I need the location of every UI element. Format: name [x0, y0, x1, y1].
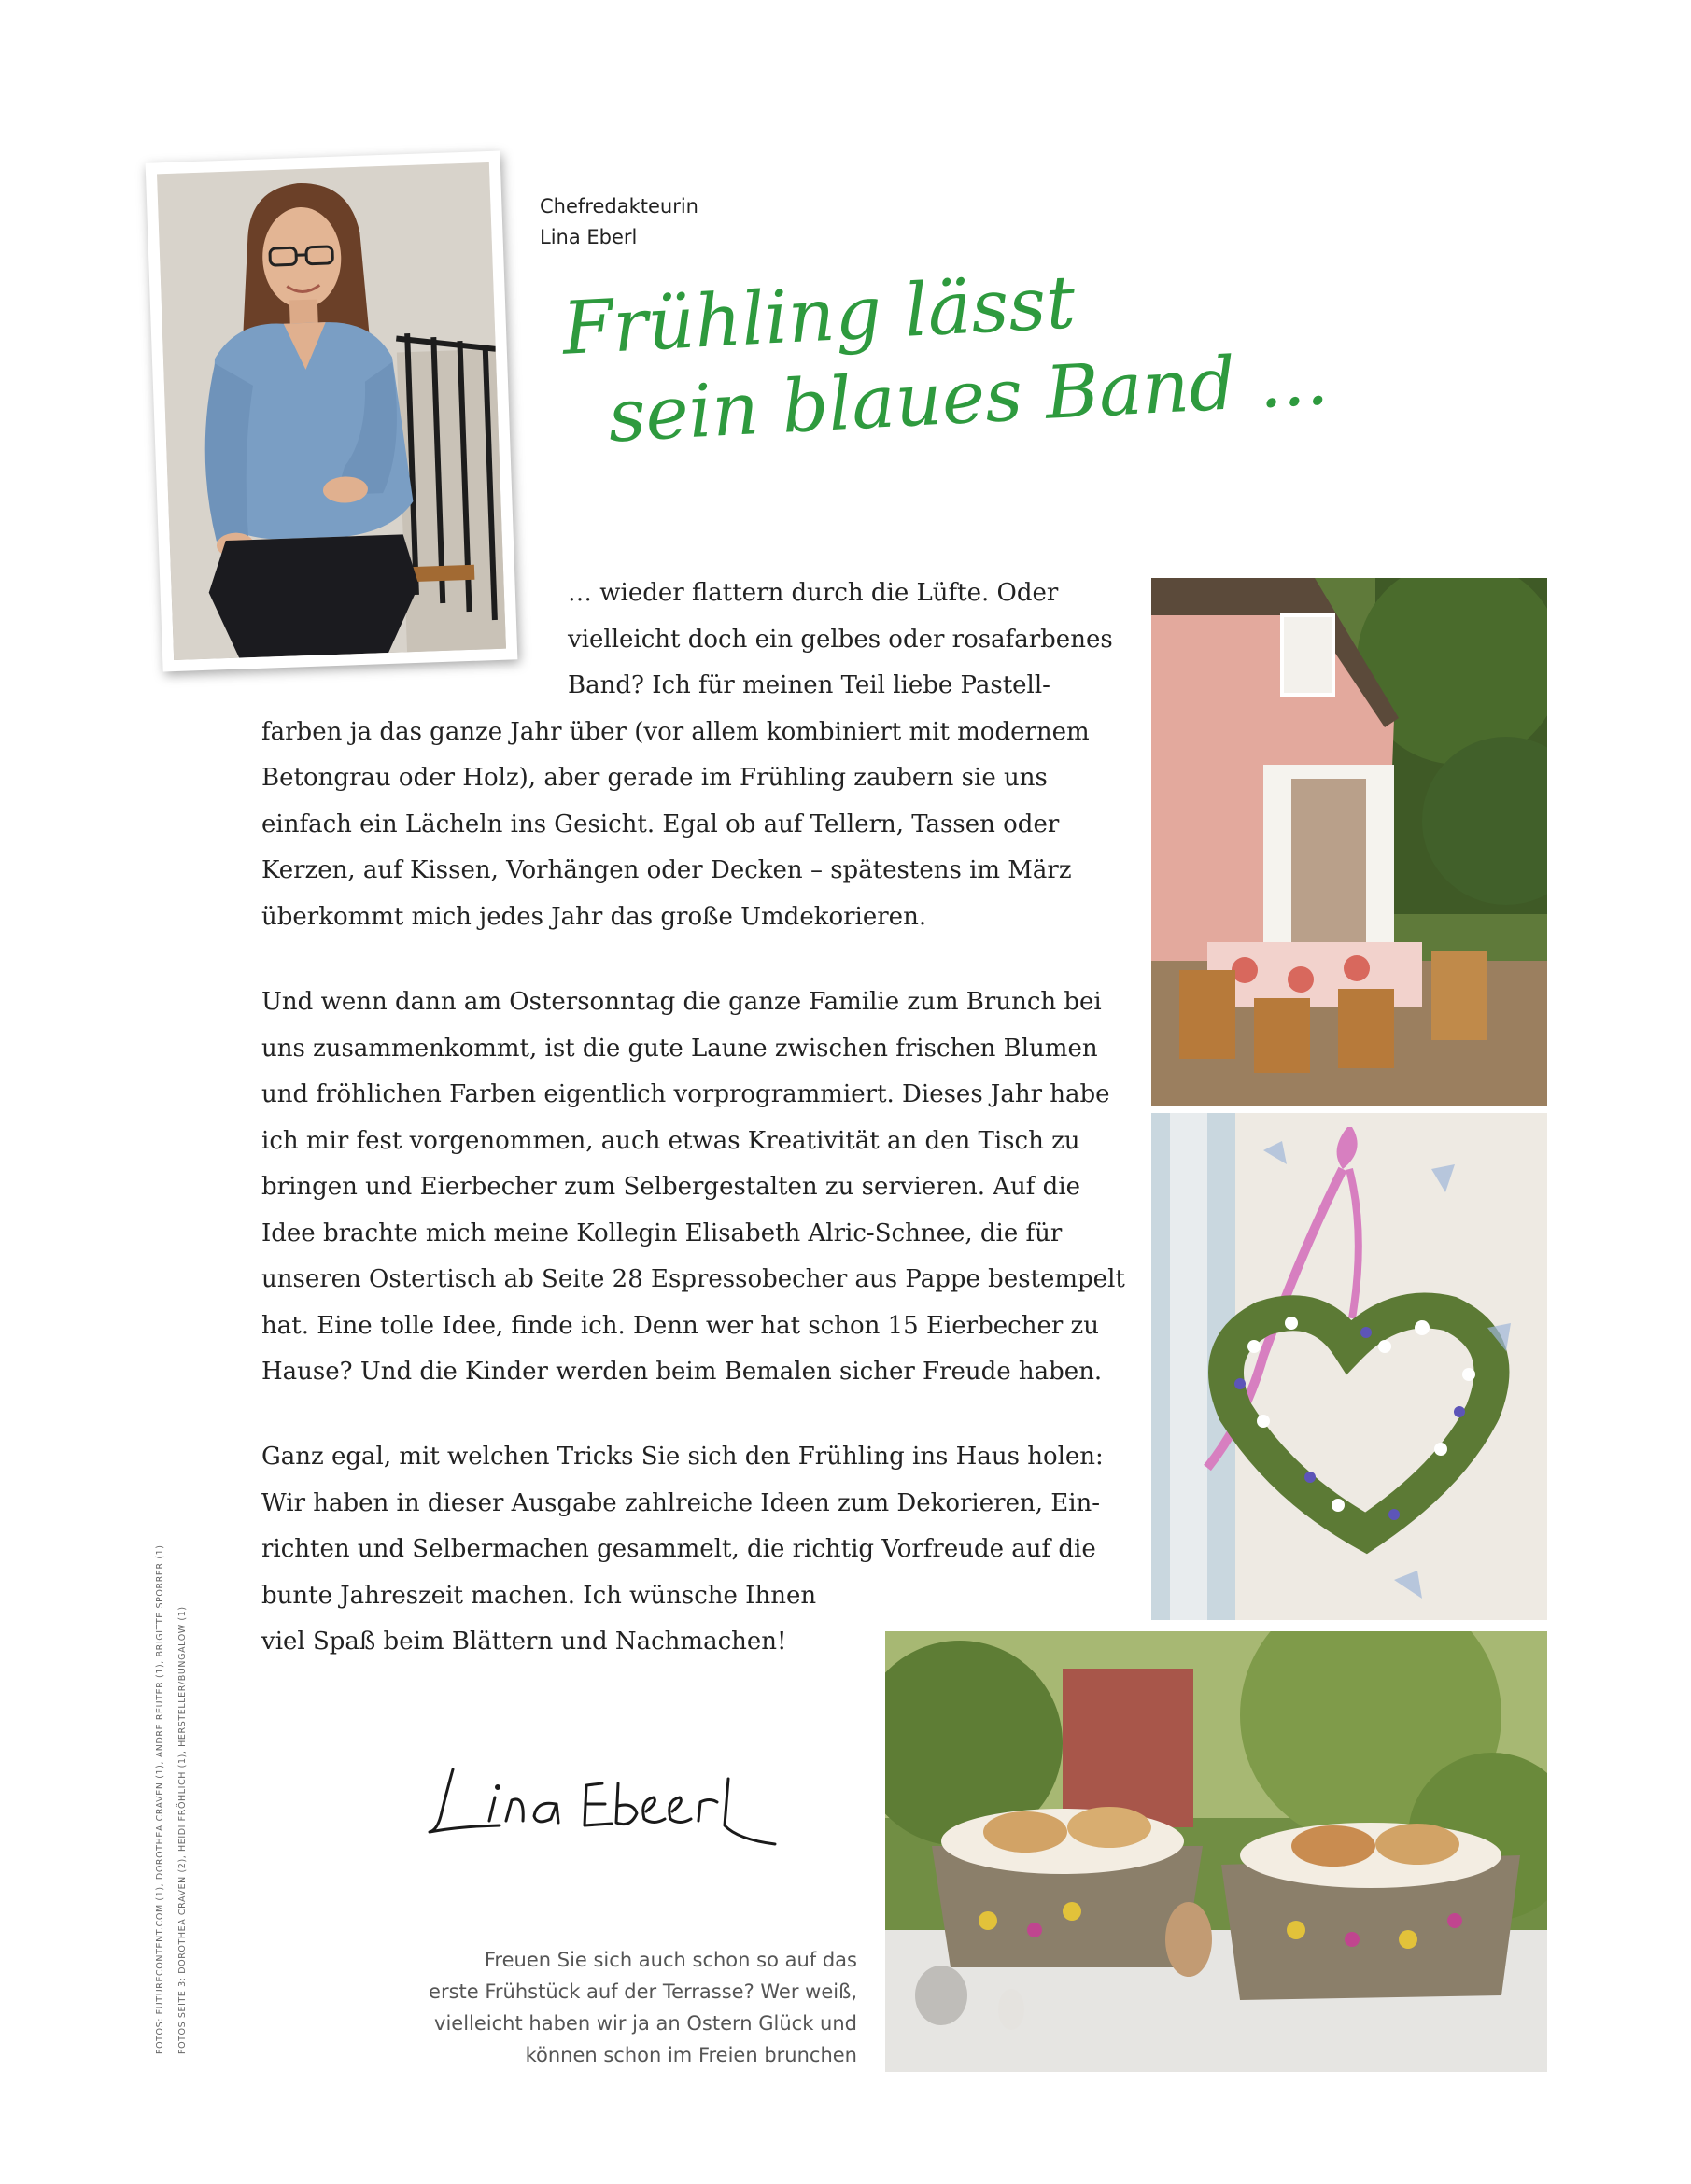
paragraph-line: viel Spaß beim Blättern und Nachmachen!	[261, 1627, 787, 1656]
headline-line-2: sein blaues Band ...	[606, 337, 1331, 459]
editor-caption	[540, 191, 698, 253]
caption-line: erste Frühstück auf der Terrasse? Wer weiß,	[429, 1980, 857, 2003]
caption-line: können schon im Freien brunchen	[525, 2044, 857, 2066]
signature-graphic	[420, 1746, 794, 1849]
headline-line-1: Frühling lässt	[560, 261, 1078, 372]
credits-line: FOTOS: FUTURECONTENT.COM (1), DOROTHEA CRAVEN (1), ANDRE REUTER (1), BRIGITTE SPORRER (1)	[155, 1544, 165, 2054]
paragraph-line: Ganz egal, mit welchen Tricks Sie sich den Frühling ins Haus holen:	[261, 1443, 1104, 1471]
paragraph-line: richten und Selbermachen gesammelt, die richtig Vorfreude auf die	[261, 1535, 1096, 1563]
paragraph-line: unseren Ostertisch ab Seite 28 Espressobecher aus Pappe bestempelt	[261, 1265, 1125, 1293]
paragraph-line: bringen und Eierbecher zum Selbergestalten zu servieren. Auf die	[261, 1173, 1081, 1201]
editor-name: Lina Eberl	[540, 226, 638, 248]
paragraph-line: vielleicht doch ein gelbes oder rosafarbenes	[568, 625, 1113, 654]
photo-garden-terrace	[1151, 578, 1547, 1106]
paragraph-line: Band? Ich für meinen Teil liebe Pastell-	[568, 671, 1050, 699]
credits-line: FOTOS SEITE 3: DOROTHEA CRAVEN (2), HEIDI FRÖHLICH (1), HERSTELLER/BUNGALOW (1)	[177, 1606, 188, 2054]
paragraph-2	[261, 979, 1125, 1396]
paragraph-line: hat. Eine tolle Idee, finde ich. Denn wer hat schon 15 Eierbecher zu	[261, 1311, 1099, 1340]
paragraph-line: Wir haben in dieser Ausgabe zahlreiche Ideen zum Dekorieren, Ein-	[261, 1488, 1101, 1517]
paragraph-line: Idee brachte mich meine Kollegin Elisabeth Alric-Schnee, die für	[261, 1219, 1063, 1247]
paragraph-line: ich mir fest vorgenommen, auch etwas Kreativität an den Tisch zu	[261, 1126, 1080, 1155]
caption-line: vielleicht haben wir ja an Ostern Glück und	[434, 2012, 857, 2035]
paragraph-line: bunte Jahreszeit machen. Ich wünsche Ihnen	[261, 1581, 817, 1610]
paragraph-line: farben ja das ganze Jahr über (vor allem kombiniert mit modernem	[261, 717, 1090, 746]
paragraph-line: Und wenn dann am Ostersonntag die ganze Familie zum Brunch bei	[261, 988, 1102, 1016]
paragraph-line: Betongrau oder Holz), aber gerade im Frühling zaubern sie uns	[261, 764, 1048, 792]
photo-heart-wreath	[1151, 1113, 1547, 1620]
caption-line: Freuen Sie sich auch schon so auf das	[484, 1949, 857, 1971]
paragraph-line: Hause? Und die Kinder werden beim Bemalen sicher Freude haben.	[261, 1358, 1103, 1386]
paragraph-line: … wieder flattern durch die Lüfte. Oder	[568, 579, 1059, 607]
paragraph-line: einfach ein Lächeln ins Gesicht. Egal ob auf Tellern, Tassen oder	[261, 810, 1060, 838]
handwritten-signature	[420, 1746, 794, 1849]
paragraph-line: überkommt mich jedes Jahr das große Umdekorieren.	[261, 902, 927, 931]
paragraph-line: uns zusammenkommt, ist die gute Laune zwischen frischen Blumen	[261, 1034, 1098, 1063]
photo-credits	[149, 1457, 194, 2054]
paragraph-1	[261, 571, 1113, 940]
paragraph-line: und fröhlichen Farben eigentlich vorprogrammiert. Dieses Jahr habe	[261, 1080, 1110, 1108]
photo-caption	[411, 1944, 857, 2071]
headline	[560, 238, 1465, 464]
paragraph-line: Kerzen, auf Kissen, Vorhängen oder Decken – spätestens im März	[261, 856, 1072, 884]
photo-breakfast-baskets	[885, 1631, 1547, 2072]
editor-role: Chefredakteurin	[540, 195, 698, 218]
